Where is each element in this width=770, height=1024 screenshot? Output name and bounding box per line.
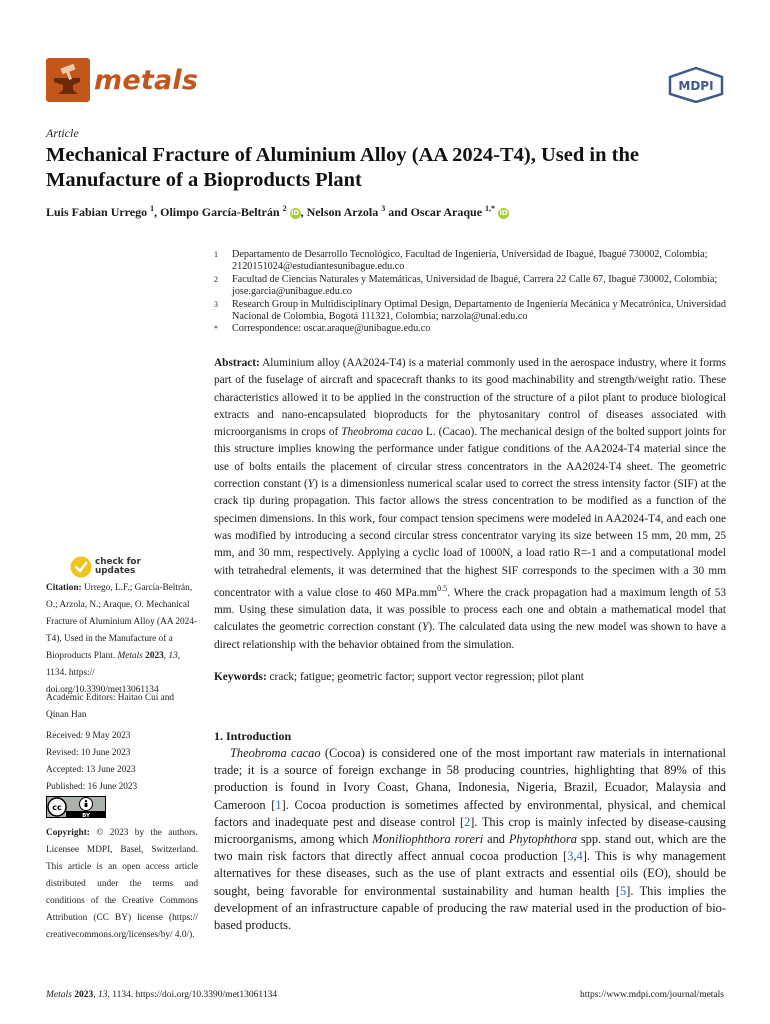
- revised-date: Revised: 10 June 2023: [46, 748, 131, 758]
- author-affil-sup: 1,*: [485, 204, 496, 213]
- author-affil-sup: 2: [282, 204, 287, 213]
- affiliation-item: 2 Facultad de Ciencias Naturales y Matemáticas, Universidad de Ibagué, Carrera 22 Calle 67, Ibagué 730002, Colombia; jose.garcia@unibague.edu.co: [214, 273, 718, 298]
- cc-label: cc: [52, 803, 62, 812]
- keywords: Keywords: crack; fatigue; geometric factor; support vector regression; pilot plant: [214, 671, 584, 683]
- citation-link[interactable]: 2: [464, 814, 471, 829]
- section-heading: 1. Introduction: [214, 729, 292, 743]
- footer-journal-url[interactable]: https://www.mdpi.com/journal/metals: [580, 990, 724, 1000]
- abstract-label: Abstract:: [214, 357, 260, 369]
- by-label: BY: [82, 812, 90, 818]
- received-date: Received: 9 May 2023: [46, 731, 131, 741]
- check-for-updates-badge[interactable]: check for updates: [70, 556, 141, 578]
- footer-citation: Metals 2023, 13, 1134. https://doi.org/10.3390/met13061134: [46, 990, 278, 1000]
- author-list: Luis Fabian Urrego $^1$, Olimpo García-Beltrán $^2$ iD, Nelson Arzola $^3$ and Oscar Araque $^{1,*}$ iD: [46, 204, 508, 219]
- correspondence-item: * Correspondence: oscar.araque@unibague.edu.co: [214, 323, 431, 335]
- author-affil-sup: 1: [150, 204, 155, 213]
- journal-name: metals: [94, 64, 199, 96]
- introduction-paragraph: Theobroma cacao (Cocoa) is considered one of the most important raw materials in international trade; it is a source of foreign exchange in 58 producing countries, highlighting that 89% of this production is found in Ivory Coast, Ghana, Indonesia, Nigeria, Brazil, Ecuador, Malaysia and Cameroon [1]. Cocoa production is sometimes affected by environmental, physical, and chemical factors and inadequate pest and disease control [2]. This crop is mainly infected by disease-causing microorganisms, among which Moniliophthora roreri and Phytophthora spp. stand out, which are the two main risk factors that directly affect annual cocoa production [3,4]. This is why management alternatives for these diseases, such as the use of plant extracts and essential oils (EO), should be sought, being favorable for environmental sustainability and human health [5]. This implies the development of an infrastructure capable of producing the raw material used in the production of bio-based products.: [214, 746, 726, 933]
- abstract: Abstract: Aluminium alloy (AA2024-T4) is a material commonly used in the aerospace industry, where it forms part of the fuselage of aircraft and spacecraft thanks to its good machinability and strength/weight ratio. These characteristics allowed it to be applied in the construction of the structure of a pilot plant to produce biological extracts and nano-encapsulated bioproducts for the phytosanitary control of diseases associated with microorganisms in crops of Theobroma cacao L. (Cacao). The mechanical design of the bolted support joints for this structure implies knowing the performance under fatigue conditions of the AA2024-T4 material since the use of bolts entails the placement of circular stress concentrators in the AA2024-T4 sheet. The geometric correction constant (Y) is a dimensionless numerical scalar used to correct the stress intensity factor (SIF) at the crack tip during propagation. This factor allows the stress concentration to be modified as a function of the specimen dimensions. In this work, four compact tension specimens were modeled in AA2024-T4, and each one was modified by introducing a second circular stress concentrator varying its size between 15 mm, 20 mm, 25 mm, and 30 mm, respectively. Applying a cyclic load of 1000N, a load ratio R=-1 and a computational model with tetrahedral elements, it was determined that the highest SIF corresponds to the specimen with a 30 mm concentrator with a value close to 460 $MPa.mm^{0.5}$. Where the crack propagation had a maximum length of 53 mm. Using these simulation data, it was possible to process each one and obtain a mathematical model that calculates the geometric correction constant (Y). The calculated data using the new model was shown to have a direct relationship with the behavior obtained from the simulation.: [214, 357, 726, 651]
- citation-link[interactable]: 3: [567, 849, 574, 864]
- article-type: Article: [46, 126, 79, 140]
- publication-dates: [46, 728, 198, 796]
- academic-editors: Academic Editors: Haitao Cui and Qinan Han: [46, 693, 175, 720]
- author-name: Nelson Arzola: [306, 205, 379, 219]
- published-date: Published: 16 June 2023: [46, 782, 138, 792]
- citation-block: Citation: Urrego, L.F.; García-Beltrán, O.; Arzola, N.; Araque, O. Mechanical Fracture of Aluminium Alloy (AA 2024-T4), Used in the Manufacture of a Bioproducts Plant. Metals 2023, 13, 1134. https:// doi.org/10.3390/met13061134: [46, 583, 198, 695]
- copyright-notice: Copyright: © 2023 by the authors. Licensee MDPI, Basel, Switzerland. This article is an open access article distributed under the terms and conditions of the Creative Commons Attribution (CC BY) license (https:// creativecommons.org/licenses/by/ 4.0/).: [46, 828, 198, 940]
- journal-logo: [46, 58, 198, 102]
- citation-link[interactable]: 1: [275, 797, 282, 812]
- citation-link[interactable]: 4: [576, 849, 583, 864]
- citation-link[interactable]: 5: [619, 883, 627, 898]
- affiliation-item: 3 Research Group in Multidisciplinary Optimal Design, Departamento de Ingeniería Mecánica y Mecatrónica, Universidad Nacional de Colombia, Bogotá 111321, Colombia; narzola@unal.edu.co: [214, 298, 726, 323]
- cc-by-license-icon[interactable]: [46, 796, 106, 818]
- keywords-label: Keywords:: [214, 671, 267, 683]
- mdpi-logo: [668, 67, 724, 103]
- affiliation-item: 1 Departamento de Desarrollo Tecnológico, Facultad de Ingeniería, Universidad de Ibagué, Ibagué 730002, Colombia; 2120151024@estudiantesunibague.edu.co: [214, 249, 708, 273]
- orcid-icon[interactable]: iD: [499, 209, 508, 217]
- check-updates-icon: [70, 556, 92, 578]
- orcid-icon[interactable]: iD: [290, 209, 300, 217]
- author-name: Olimpo García-Beltrán: [160, 205, 280, 219]
- author-affil-sup: 3: [381, 204, 386, 213]
- accepted-date: Accepted: 13 June 2023: [46, 765, 136, 775]
- article-title: Mechanical Fracture of Aluminium Alloy (AA 2024-T4), Used in the Manufacture of a Bioproducts Plant: [46, 144, 639, 191]
- anvil-icon: [46, 58, 90, 102]
- author-name: Luis Fabian Urrego: [46, 205, 148, 219]
- author-name: Oscar Araque: [410, 205, 483, 219]
- mdpi-logo-text: MDPI: [678, 79, 714, 93]
- affiliations: [214, 249, 734, 336]
